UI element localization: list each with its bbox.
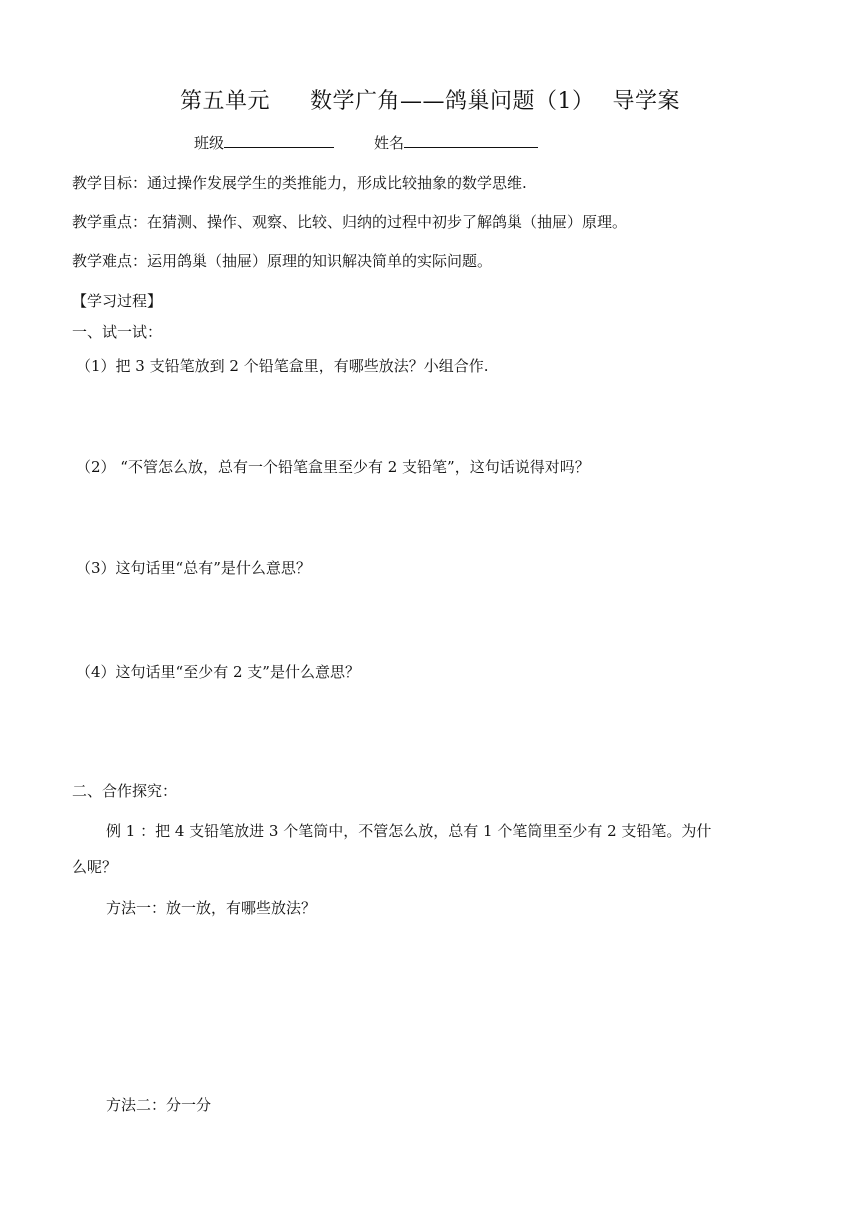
question-3: （3）这句话里“总有”是什么意思？ [76,559,311,577]
section1-heading: 一、试一试： [72,323,163,341]
method-2: 方法二：分一分 [106,1096,212,1114]
title-unit: 第五单元 [179,89,270,114]
section2-heading: 二、合作探究： [72,782,178,800]
teaching-key-point: 教学重点：在猜测、操作、观察、比较、归纳的过程中初步了解鸽巢（抽屉）原理。 [72,213,628,231]
question-2: （2） “不管怎么放，总有一个铅笔盒里至少有 2 支铅笔”，这句话说得对吗？ [76,458,590,476]
question-4: （4）这句话里“至少有 2 支”是什么意思？ [76,663,360,681]
teaching-objective: 教学目标：通过操作发展学生的类推能力，形成比较抽象的数学思维. [72,174,527,192]
method-1: 方法一：放一放，有哪些放法？ [106,899,317,917]
title-topic: 数学广角——鸽巢问题（1） [310,89,595,114]
question-1: （1）把 3 支铅笔放到 2 个铅笔盒里，有哪些放法？小组合作. [76,357,489,375]
class-label: 班级 [194,134,225,152]
example-1-line2: 么呢？ [72,858,118,876]
name-label: 姓名 [374,134,405,152]
student-info-fields [194,132,538,153]
process-heading: 【学习过程】 [72,292,163,310]
teaching-difficulty: 教学难点：运用鸽巢（抽屉）原理的知识解决简单的实际问题。 [72,252,493,270]
class-blank[interactable] [224,133,334,148]
title-suffix: 导学案 [612,89,681,114]
page-title [0,84,860,115]
example-1-line1: 例 1 ：把 4 支铅笔放进 3 个笔筒中，不管怎么放，总有 1 个笔筒里至少有 2 支铅笔。为什 [106,822,712,840]
name-blank[interactable] [404,133,538,148]
